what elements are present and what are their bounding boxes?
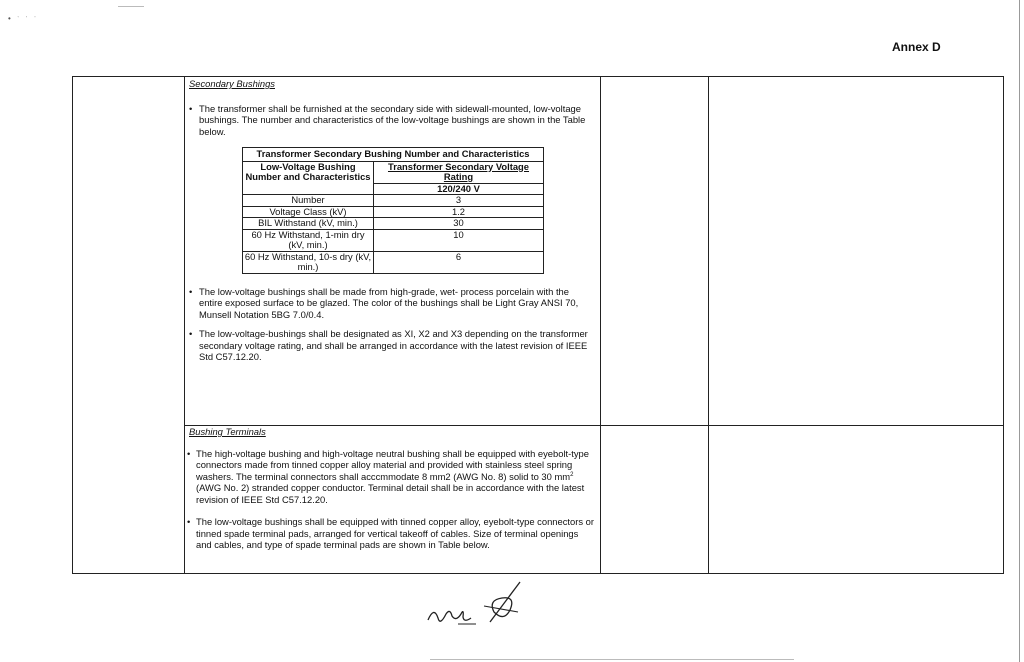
table-row-value: 3 — [455, 194, 462, 205]
table-row — [243, 206, 543, 218]
table-row-label: Number — [243, 195, 374, 206]
column-divider-1 — [184, 77, 185, 573]
bullet-hv-text-b: (AWG No. 2) stranded copper conductor. Terminal detail shall be in accordance with the latest revision of IEEE Std C57.12.20. — [196, 482, 585, 505]
bullet-dot-icon: • — [187, 516, 191, 527]
scan-speck-marks: • ˑ ˑ ˑ — [8, 14, 39, 23]
table-row — [243, 217, 543, 229]
table-row-value: 10 — [453, 228, 464, 240]
bullet-material — [187, 286, 595, 321]
table-row-value: 1.2 — [451, 205, 466, 217]
table-row-label: BIL Withstand (kV, min.) — [243, 218, 374, 229]
annex-label: Annex D — [892, 40, 941, 54]
bullet-dot-icon: • — [189, 328, 193, 339]
bullet-intro-text: The transformer shall be furnished at the secondary side with sidewall-mounted, low-voltage bushings. The number and characteristics of the low-voltage bushings are shown in the Table below. — [199, 102, 586, 137]
handwritten-signature-icon — [420, 580, 560, 640]
bullet-hv-superscript: 2 — [570, 471, 574, 478]
table-row-value: 6 — [455, 250, 462, 262]
col2-header: Transformer Secondary Voltage Rating — [387, 160, 530, 182]
bullet-hv-connectors — [187, 448, 595, 506]
bullet-lv-text: The low-voltage bushings shall be equipped with tinned copper alloy, eyebolt-type connectors or tinned spade terminal pads, arranged for vertical takeoff of cables. Size of terminal openings and cables, and type of spade terminal pads are shown in Table below. — [196, 516, 594, 550]
bullet-dot-icon: • — [187, 447, 191, 459]
table-header-row — [243, 161, 543, 195]
scan-top-rule — [118, 6, 144, 7]
bullet-designation-text: The low-voltage-bushings shall be designated as XI, X2 and X3 depending on the transformer secondary voltage rating, and shall be arranged in accordance with the latest revision of IEEE Std C57.12.20. — [199, 328, 588, 362]
secondary-bushings-cell — [187, 77, 595, 363]
table-row-label: Voltage Class (kV) — [243, 207, 374, 218]
bullet-dot-icon: • — [189, 102, 193, 114]
column-divider-3 — [708, 77, 709, 573]
table-row — [243, 194, 543, 206]
bushing-terminals-heading: Bushing Terminals — [189, 426, 266, 437]
column-divider-2 — [600, 77, 601, 573]
table-title-row — [243, 148, 543, 161]
bushing-terminals-cell — [187, 425, 595, 551]
table-row — [243, 251, 543, 273]
page-edge-rule — [1019, 0, 1020, 662]
col2-subheader: 120/240 V — [374, 183, 543, 195]
table-row-label: 60 Hz Withstand, 10-s dry (kV, min.) — [243, 252, 374, 273]
bullet-designation — [187, 328, 595, 363]
specification-table — [72, 76, 1004, 574]
table-row-value: 30 — [453, 217, 464, 228]
col2-header-cell — [374, 162, 543, 195]
col1-header: Low-Voltage Bushing Number and Characteristics — [243, 162, 374, 195]
bullet-lv-connectors — [187, 516, 595, 551]
bullet-hv-text-a: The high-voltage bushing and high-voltage neutral bushing shall be equipped with eyebolt-type connectors made from tinned copper alloy material and provided with stainless steel spring washers. The terminal connectors shall acccmmodate 8 mm2 (AWG No. 8) solid to 30 mm — [196, 447, 589, 482]
bullet-material-text: The low-voltage bushings shall be made from high-grade, wet- process porcelain with the entire exposed surface to be glazed. The color of the bushings shall be Light Gray ANSI 70, Munsell Notation 5BG 7.0/0.4. — [199, 285, 579, 320]
scan-bottom-rule — [430, 659, 794, 660]
table-title: Transformer Secondary Bushing Number and Characteristics — [256, 148, 530, 159]
bullet-dot-icon: • — [189, 285, 193, 297]
bullet-intro — [187, 103, 595, 138]
secondary-bushings-heading: Secondary Bushings — [189, 78, 275, 89]
table-row-label: 60 Hz Withstand, 1-min dry (kV, min.) — [243, 230, 374, 251]
table-row — [243, 229, 543, 251]
bushing-characteristics-table — [242, 147, 544, 274]
